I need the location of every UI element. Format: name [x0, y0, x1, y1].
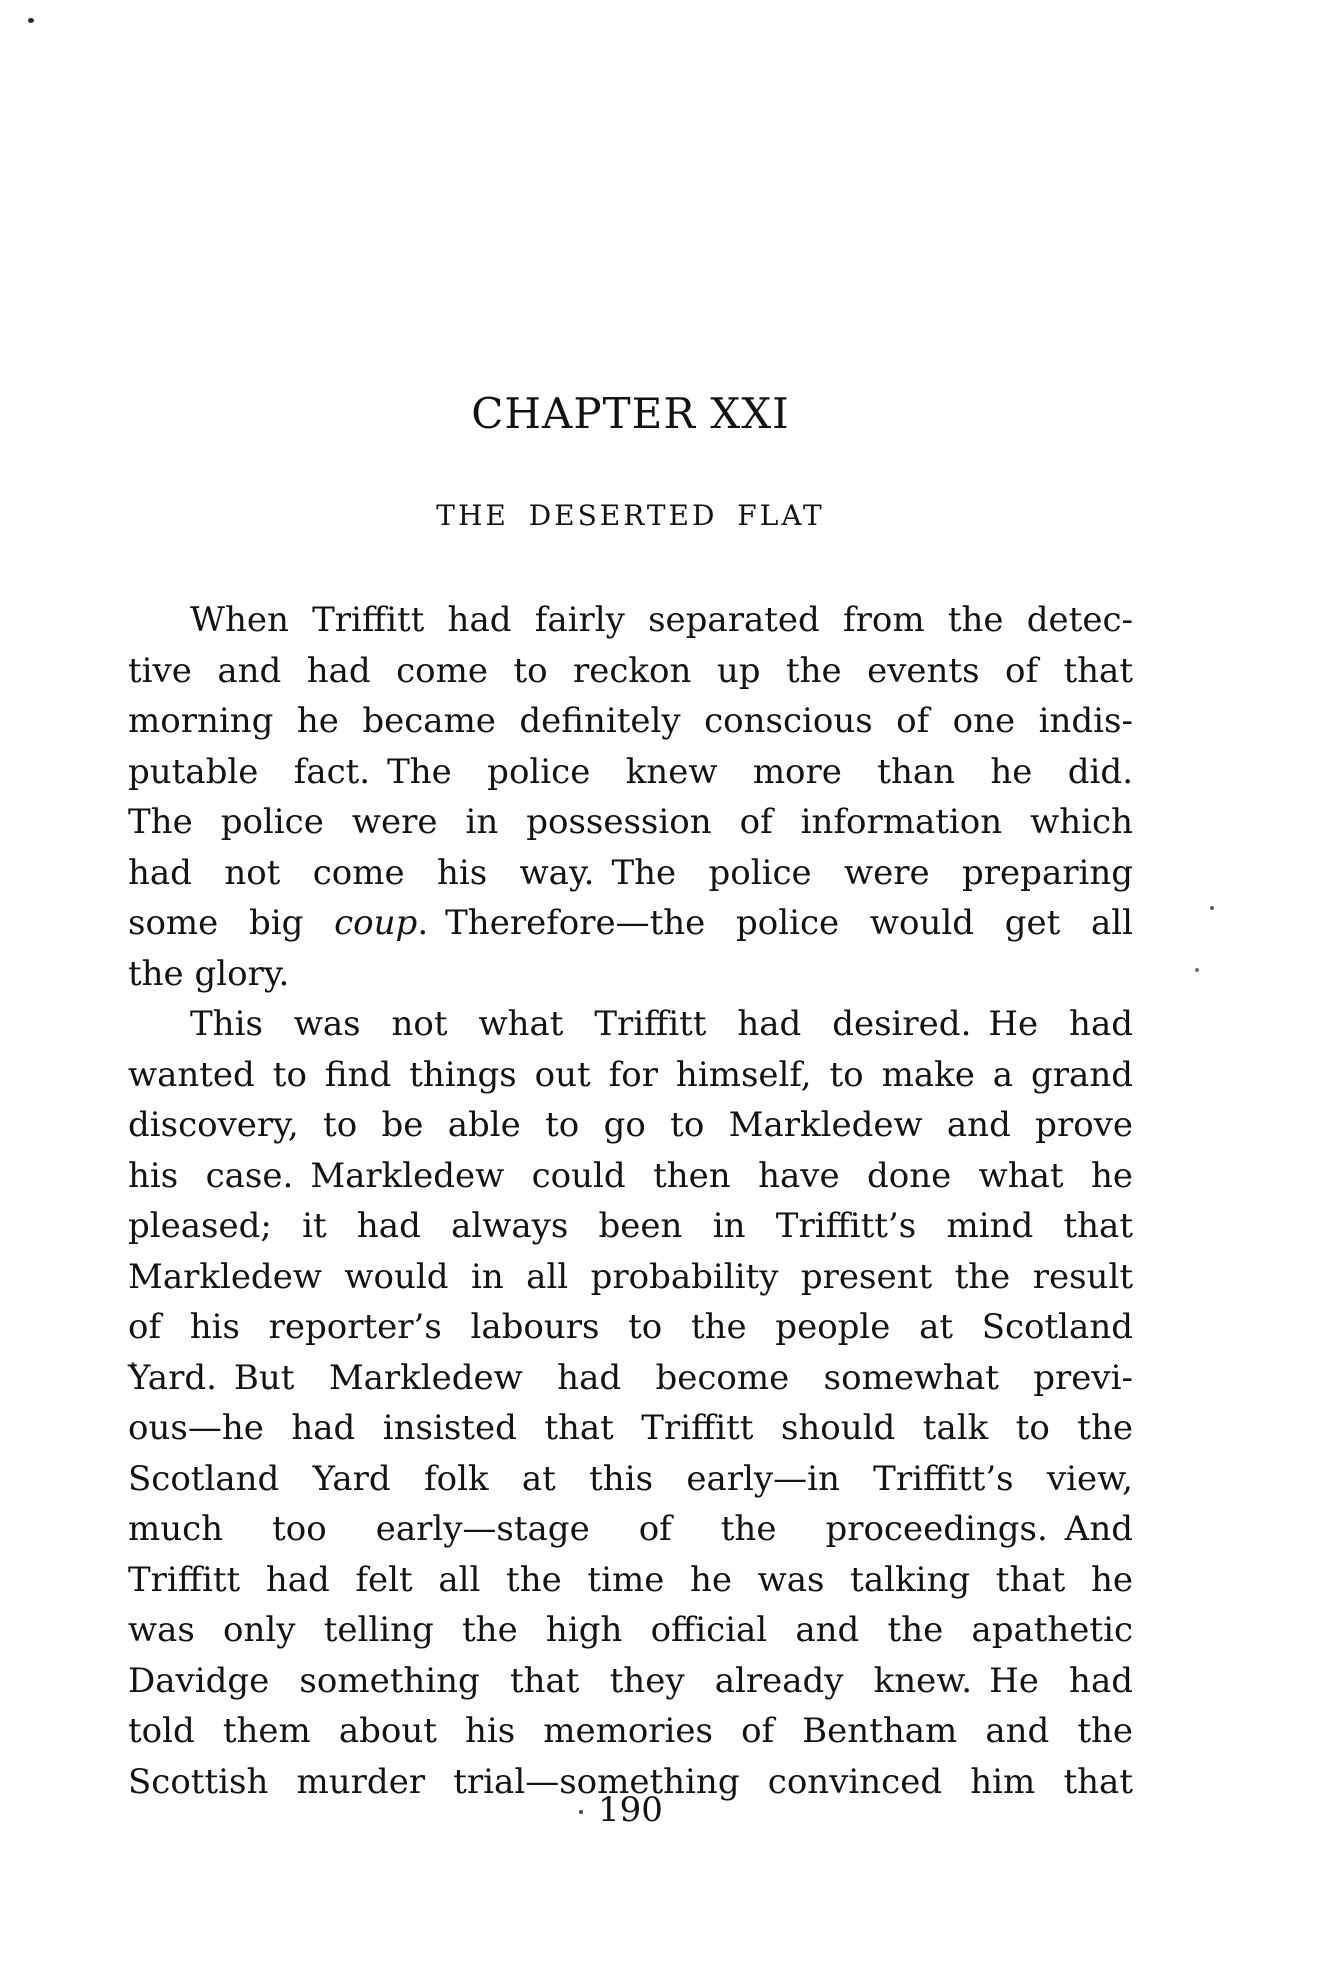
text-line: some big coup. Therefore—the police would get all: [128, 903, 1133, 943]
text-line: pleased; it had always been in Triffitt’s mind that: [128, 1206, 1133, 1246]
text-line: The police were in possession of information which: [128, 802, 1133, 842]
text-line: discovery, to be able to go to Markledew and prove: [128, 1105, 1133, 1145]
text-line: This was not what Triffitt had desired. He had: [190, 1004, 1133, 1044]
text-line: When Triffitt had fairly separated from the detec-: [190, 600, 1133, 640]
page-number: 190: [598, 1790, 663, 1830]
text-line: Scotland Yard folk at this early—in Triffitt’s view,: [128, 1458, 1133, 1499]
text-line: much too early—stage of the proceedings. And: [128, 1509, 1133, 1549]
body-text: [128, 595, 1133, 1807]
text-line: morning he became definitely conscious of one indis-: [128, 701, 1133, 741]
text-line: Davidge something that they already knew. He had: [128, 1660, 1133, 1701]
text-line: Scottish murder trial—something convinced him that: [128, 1761, 1133, 1802]
scan-speck: [1195, 968, 1199, 972]
text-line: the glory.: [128, 953, 290, 994]
paragraph: [128, 595, 1133, 999]
scan-speck: [1210, 906, 1214, 910]
text-line: tive and had come to reckon up the events of that: [128, 650, 1133, 691]
paragraph: [128, 999, 1133, 1807]
scan-speck: [28, 18, 34, 23]
text-line: ous—he had insisted that Triffitt should talk to the: [128, 1408, 1133, 1448]
text-line: wanted to find things out for himself, to make a grand: [128, 1054, 1133, 1095]
text-line: Yard. But Markledew had become somewhat previ-: [128, 1357, 1133, 1398]
text-line: putable fact. The police knew more than he did.: [128, 751, 1133, 792]
text-line: of his reporter’s labours to the people at Scotland: [128, 1307, 1133, 1347]
text-line: his case. Markledew could then have done what he: [128, 1155, 1133, 1196]
text-line: told them about his memories of Bentham and the: [128, 1711, 1133, 1751]
text-line: had not come his way. The police were preparing: [128, 852, 1133, 893]
text-line: was only telling the high official and the apathetic: [128, 1610, 1133, 1650]
text-line: Triffitt had felt all the time he was talking that he: [128, 1559, 1133, 1600]
section-title: THE DESERTED FLAT: [436, 499, 825, 532]
text-line: Markledew would in all probability present the result: [128, 1256, 1133, 1297]
chapter-title: CHAPTER XXI: [471, 389, 790, 438]
